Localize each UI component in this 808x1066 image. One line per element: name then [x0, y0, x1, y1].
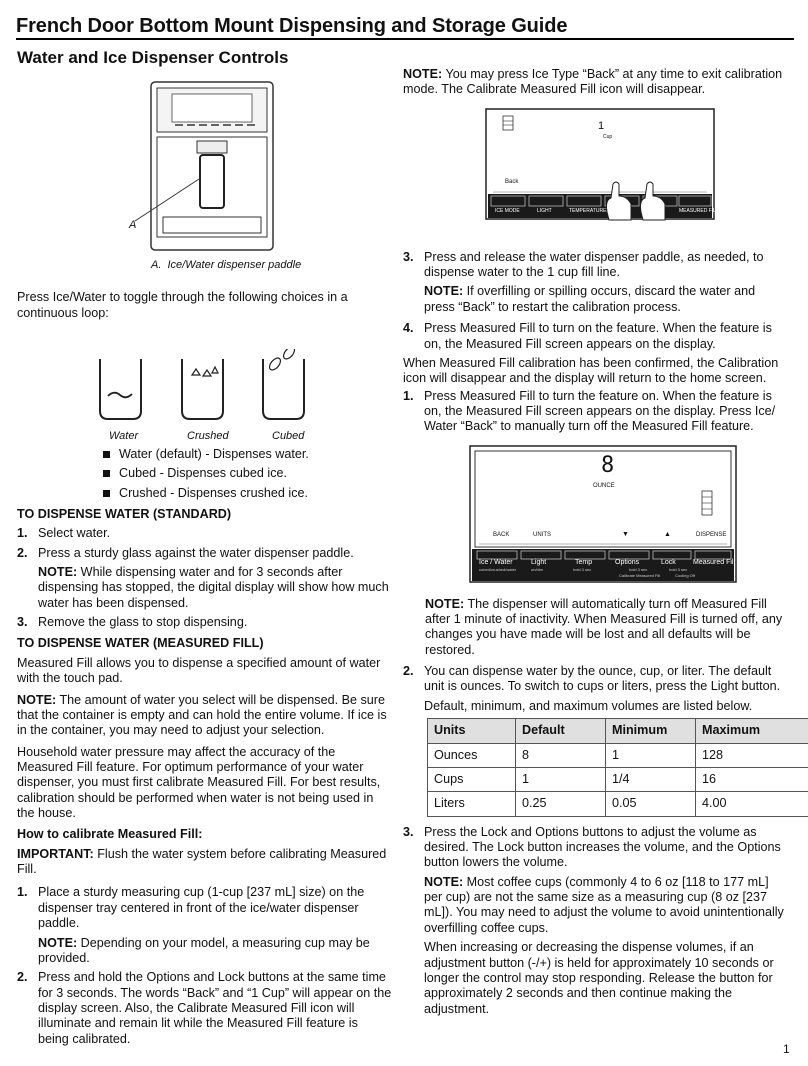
- page-title: French Door Bottom Mount Dispensing and Storage Guide: [16, 15, 568, 37]
- calibrate-step-2: 2. Press and hold the Options and Lock buttons at the same time for 3 seconds. The words “Back” and “1 Cup” will appear on the display screen. Also, the Calibrate Measured Fill icon will illuminate and remain lit while the Measured Fill feature is being calibrated.: [17, 970, 392, 1046]
- table-cell: 1: [606, 743, 696, 767]
- auto-off-note: NOTE: The dispenser will automatically turn off Measured Fill after 1 minute of inactivity. When Measured Fill is turned off, any changes you have made will be lost and all defaults will be restored.: [425, 596, 783, 657]
- standard-step-2: 2. Press a sturdy glass against the water dispenser paddle. NOTE: While dispensing water and for 3 seconds after dispensing has stopped, the digital display will show how much water has been dispensed.: [17, 545, 389, 610]
- confirmed-paragraph: When Measured Fill calibration has been confirmed, the Calibration icon will disappear and the display will return to the home screen.: [403, 355, 779, 386]
- panel2-unit: OUNCE: [593, 482, 615, 489]
- table-cell: Cups: [428, 767, 516, 791]
- panel1-cup: Cup: [603, 133, 613, 140]
- panel2-btn-measured-fill: Measured Fill: [693, 558, 736, 566]
- panel1-digit: 1: [598, 119, 605, 132]
- table-cell: 1: [516, 767, 606, 791]
- calibrate-step-4: 4. Press Measured Fill to turn on the feature. When the feature is on, the Measured Fill screen appears on the display.: [403, 321, 772, 351]
- panel2-sub-0: cubed/crushed/water: [479, 566, 517, 572]
- panel1-btn-light: LIGHT: [537, 207, 552, 214]
- panel2-btn-ice-water: Ice / Water: [479, 558, 513, 566]
- page-number: 1: [783, 1042, 790, 1056]
- choices-list: [102, 447, 392, 501]
- list-item: Water (default) - Dispenses water.: [102, 447, 392, 462]
- table-cell: 4.00: [696, 792, 808, 816]
- cups-figure: [17, 349, 392, 442]
- panel2-soft-down-icon: ▼: [622, 530, 629, 538]
- table-cell: 0.05: [606, 792, 696, 816]
- calibrate-step-1: 1. Place a sturdy measuring cup (1-cup [237 mL] size) on the dispenser tray centered in front of the ice/water dispenser paddle. NOTE: Depending on your model, a measuring cup may be provided.: [17, 885, 370, 965]
- panel2-btn-options: Options: [615, 558, 640, 566]
- table-header: Units: [428, 719, 516, 743]
- page-header: [16, 14, 794, 40]
- list-item: Crushed - Dispenses crushed ice.: [102, 486, 392, 501]
- right-column: [403, 67, 788, 1021]
- toggle-intro: Press Ice/Water to toggle through the following choices in a continuous loop:: [17, 290, 348, 320]
- panel2-digit: 8: [601, 452, 615, 478]
- panel2-sub-4: hold 3 sec: [669, 566, 688, 572]
- left-column: [17, 48, 392, 1051]
- volumes-table: [427, 718, 808, 816]
- cup-label-crushed: Crushed: [187, 429, 229, 442]
- list-item: Cubed - Dispenses cubed ice.: [102, 466, 392, 481]
- table-row: [428, 792, 808, 816]
- panel1-back: Back: [505, 178, 519, 185]
- cup-label-water: Water: [109, 429, 139, 442]
- measured-step-3: 3. Press the Lock and Options buttons to adjust the volume as desired. The Lock button increases the volume, and the Options button lowers the volume. NOTE: Most coffee cups (commonly 4 to 6 oz [118 to 177 mL] per cup) are not the same size as a measuring cup (8 oz [237 mL]). You may need to adjust the volume to avoid unintentionally overfilling coffee cups. When increasing or decreasing the dispense volumes, if an adjustment button (-/+) is held for approximately 10 seconds or longer the control may stop responding. Release the button for approximately 2 seconds and then continue making the adjustment.: [403, 824, 784, 1016]
- panel2-bottom-cooling: Cooling Off: [675, 572, 695, 578]
- table-header: Default: [516, 719, 606, 743]
- table-cell: Liters: [428, 792, 516, 816]
- table-header: Minimum: [606, 719, 696, 743]
- measured-step-1: 1. Press Measured Fill to turn the feature on. When the feature is on, the Measured Fill screen appears on the display. Press Ice/ Water “Back” to manually turn off the Measured Fill feature.: [403, 388, 776, 434]
- crushed-ice-icon: [192, 369, 200, 375]
- measured-heading: TO DISPENSE WATER (MEASURED FILL): [17, 636, 264, 651]
- table-cell: 1/4: [606, 767, 696, 791]
- cups-illustration: [95, 349, 335, 429]
- panel2-soft-units: UNITS: [533, 531, 551, 538]
- measured-step-2: 2. You can dispense water by the ounce, cup, or liter. The default unit is ounces. To switch to cups or liters, press the Light button. Default, minimum, and maximum volumes are listed below.: [403, 664, 781, 713]
- standard-step-3: 3. Remove the glass to stop dispensing.: [17, 615, 248, 630]
- table-header-row: [428, 719, 808, 743]
- panel2-sub-2: hold 3 sec: [573, 566, 592, 572]
- panel1-btn-measured-fill: MEASURED FILL: [679, 207, 719, 214]
- section-title: Water and Ice Dispenser Controls: [17, 48, 289, 67]
- table-header: Maximum: [696, 719, 808, 743]
- table-row: [428, 767, 808, 791]
- standard-step-1: 1. Select water.: [17, 526, 111, 541]
- panel2-bottom-calibrate: Calibrate Measured Fill: [619, 572, 661, 578]
- measured-fill-panel-figure: [469, 445, 788, 585]
- standard-heading: TO DISPENSE WATER (STANDARD): [17, 506, 232, 521]
- panel2-soft-dispense: DISPENSE: [696, 531, 727, 538]
- panel2-soft-up-icon: ▲: [664, 530, 671, 538]
- calibrate-heading: How to calibrate Measured Fill:: [17, 827, 203, 842]
- table-cell: 0.25: [516, 792, 606, 816]
- household-paragraph: Household water pressure may affect the accuracy of the Measured Fill feature. For optimum performance of your water dispenser, you must first calibrate Measured Fill. For best results, calibration should be performed when water is not being used in the house.: [17, 744, 381, 821]
- back-note: NOTE: You may press Ice Type “Back” at any time to exit calibration mode. The Calibrate Measured Fill icon will disappear.: [403, 67, 783, 97]
- table-cell: 128: [696, 743, 808, 767]
- panel1-btn-ice-mode: ICE MODE: [495, 207, 520, 214]
- figure-label-a: A: [129, 218, 137, 231]
- table-row: [428, 743, 808, 767]
- panel2-sub-3: hold 3 sec: [629, 566, 648, 572]
- panel2-soft-back: BACK: [493, 531, 510, 538]
- panel1-btn-temperature: TEMPERATURE: [569, 207, 607, 214]
- dispenser-figure: [117, 77, 392, 257]
- figure-caption: A. Ice/Water dispenser paddle: [151, 258, 302, 271]
- panel2-btn-temp: Temp: [575, 558, 593, 566]
- measured-note: NOTE: The amount of water you select will be dispensed. Be sure that the container is empty and can hold the entire volume. If ice is in the container, you may need to adjust your selection.: [17, 692, 387, 738]
- important-note: IMPORTANT: Flush the water system before calibrating Measured Fill.: [17, 846, 387, 877]
- cup-label-cubed: Cubed: [272, 429, 305, 442]
- dispenser-illustration: [117, 77, 297, 257]
- table-cell: Ounces: [428, 743, 516, 767]
- table-cell: 16: [696, 767, 808, 791]
- calibrate-step-3: 3. Press and release the water dispenser paddle, as needed, to dispense water to the 1 cup fill line. NOTE: If overfilling or spilling occurs, discard the water and press “Back” to restart the calibration process.: [403, 249, 764, 314]
- panel2-sub-1: on/dim: [531, 566, 544, 572]
- table-cell: 8: [516, 743, 606, 767]
- panel2-btn-lock: Lock: [661, 558, 676, 566]
- measured-intro: Measured Fill allows you to dispense a specified amount of water with the touch pad.: [17, 655, 381, 686]
- panel2-btn-light: Light: [531, 558, 547, 566]
- calibration-panel-figure: [485, 108, 788, 240]
